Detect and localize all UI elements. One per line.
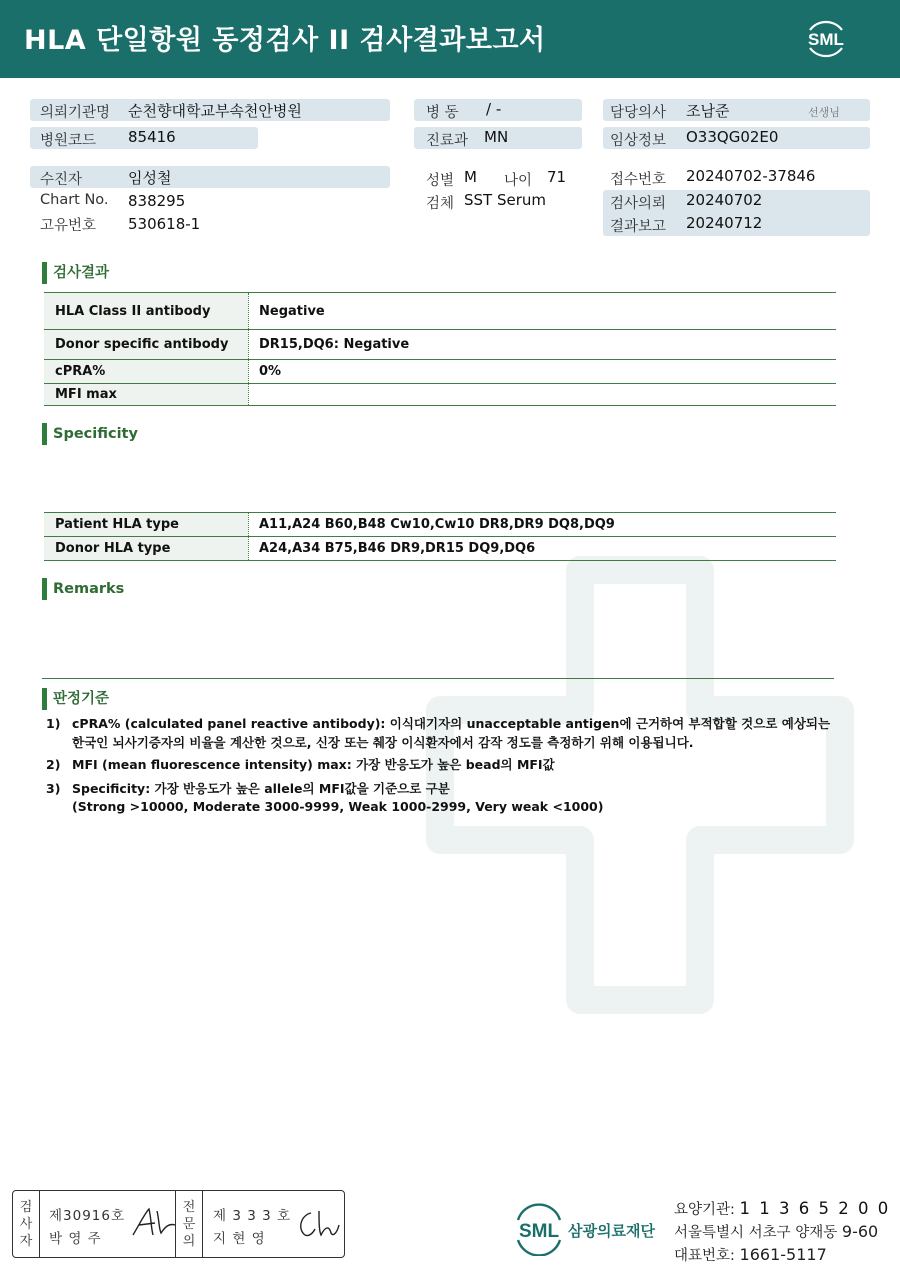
tester-vertical-label: 검 사 자 (19, 1200, 33, 1249)
specialist-vertical-label: 전 문 의 (182, 1200, 196, 1249)
results-table (44, 292, 836, 406)
hla-type-label: Patient HLA type (44, 513, 248, 536)
criteria-item-3: 3) Specificity: 가장 반응도가 높은 allele의 MFI값을 기준으로 구분 (Strong >10000, Moderate 3000-9999, Weak 1000-2999, Very weak <1000) (46, 781, 604, 814)
dept-value: MN (484, 128, 509, 146)
table-row (44, 293, 836, 330)
hla-type-table (44, 512, 836, 561)
address: 서울특별시 서초구 양재동 9-60 (674, 1222, 879, 1241)
patient-value: 임성철 (128, 169, 172, 187)
section-remarks-title: Remarks (42, 578, 124, 600)
criteria-divider (42, 678, 834, 679)
specimen-value: SST Serum (464, 191, 547, 209)
hospital-code-value: 85416 (128, 128, 176, 146)
section-criteria-title: 판정기준 (42, 688, 109, 710)
result-value: Negative (259, 303, 325, 319)
table-row (44, 513, 836, 537)
patient-bar (30, 166, 390, 188)
age-value: 71 (547, 168, 567, 186)
receipt-label: 접수번호 (610, 172, 667, 188)
doctor-value: 조남준 (686, 102, 730, 120)
result-label: HLA Class II antibody (44, 293, 248, 329)
specialist-signature (293, 1207, 343, 1241)
report-title: HLA 단일항원 동정검사 II 검사결과보고서 (24, 25, 546, 56)
doctor-suffix: 선생님 (808, 106, 840, 119)
tester-signature (129, 1205, 179, 1241)
criteria-item-2: 2) MFI (mean fluorescence intensity) max: 가장 반응도가 높은 bead의 MFI값 (46, 757, 555, 772)
clinical-value: O33QG02E0 (686, 128, 779, 146)
sex-label: 성별 (426, 173, 455, 189)
table-row (44, 330, 836, 360)
hospital-code-label: 병원코드 (40, 133, 97, 149)
specimen-label: 검체 (426, 196, 455, 212)
request-value: 20240702 (686, 191, 763, 209)
report-label: 결과보고 (610, 219, 667, 235)
institution-value: 순천향대학교부속천안병원 (128, 102, 302, 120)
care-institution: 요양기관: 1 1 3 6 5 2 0 0 (674, 1199, 891, 1218)
receipt-value: 20240702-37846 (686, 167, 816, 185)
ward-label: 병 동 (426, 105, 459, 121)
patient-label: 수진자 (40, 172, 83, 188)
chart-value: 838295 (128, 192, 186, 210)
section-specificity-title: Specificity (42, 423, 138, 445)
ward-value: / - (486, 100, 502, 118)
result-label: cPRA% (44, 360, 248, 383)
sml-footer-logo (510, 1200, 568, 1256)
doctor-label: 담당의사 (610, 105, 667, 121)
phone: 대표번호: 1661-5117 (674, 1245, 827, 1264)
hla-type-label: Donor HLA type (44, 537, 248, 560)
result-label: MFI max (44, 384, 248, 405)
institution-label: 의뢰기관명 (40, 105, 111, 121)
result-value: 0% (259, 364, 282, 379)
svg-text:SML: SML (518, 1221, 560, 1242)
table-row (44, 360, 836, 384)
chart-label: Chart No. (40, 192, 109, 208)
unique-no-label: 고유번호 (40, 218, 97, 234)
specialist-name: 지 현 영 (213, 1231, 266, 1247)
sml-logo (800, 12, 852, 64)
result-value: DR15,DQ6: Negative (259, 337, 410, 352)
tester-name: 박 영 주 (49, 1231, 102, 1247)
age-label: 나이 (504, 173, 533, 189)
hla-type-value: A11,A24 B60,B48 Cw10,Cw10 DR8,DR9 DQ8,DQ9 (259, 517, 615, 532)
unique-no-value: 530618-1 (128, 215, 201, 233)
table-row (44, 537, 836, 561)
svg-text:SML: SML (808, 30, 844, 49)
signature-box (12, 1190, 345, 1258)
report-header (0, 0, 900, 78)
specialist-license-no: 제 3 3 3 호 (213, 1208, 292, 1224)
request-label: 검사의뢰 (610, 196, 667, 212)
result-label: Donor specific antibody (44, 330, 248, 359)
section-results-title: 검사결과 (42, 262, 109, 284)
dept-label: 진료과 (426, 133, 469, 149)
clinical-label: 임상정보 (610, 133, 667, 149)
tester-license-no: 제30916호 (49, 1208, 126, 1224)
report-value: 20240712 (686, 214, 763, 232)
criteria-item-1: 1) cPRA% (calculated panel reactive antibody): 이식대기자의 unacceptable antigen에 근거하여 부적합할 것으로 예상되는 한국인 뇌사기증자의 비율을 계산한 것으로, 신장 또는 췌장 이식환자에서 감작 정도를 측정하기 위해 이용됩니다. (46, 716, 831, 750)
org-name: 삼광의료재단 (568, 1222, 655, 1240)
hla-type-value: A24,A34 B75,B46 DR9,DR15 DQ9,DQ6 (259, 541, 536, 556)
table-row (44, 384, 836, 406)
sex-value: M (464, 168, 477, 186)
